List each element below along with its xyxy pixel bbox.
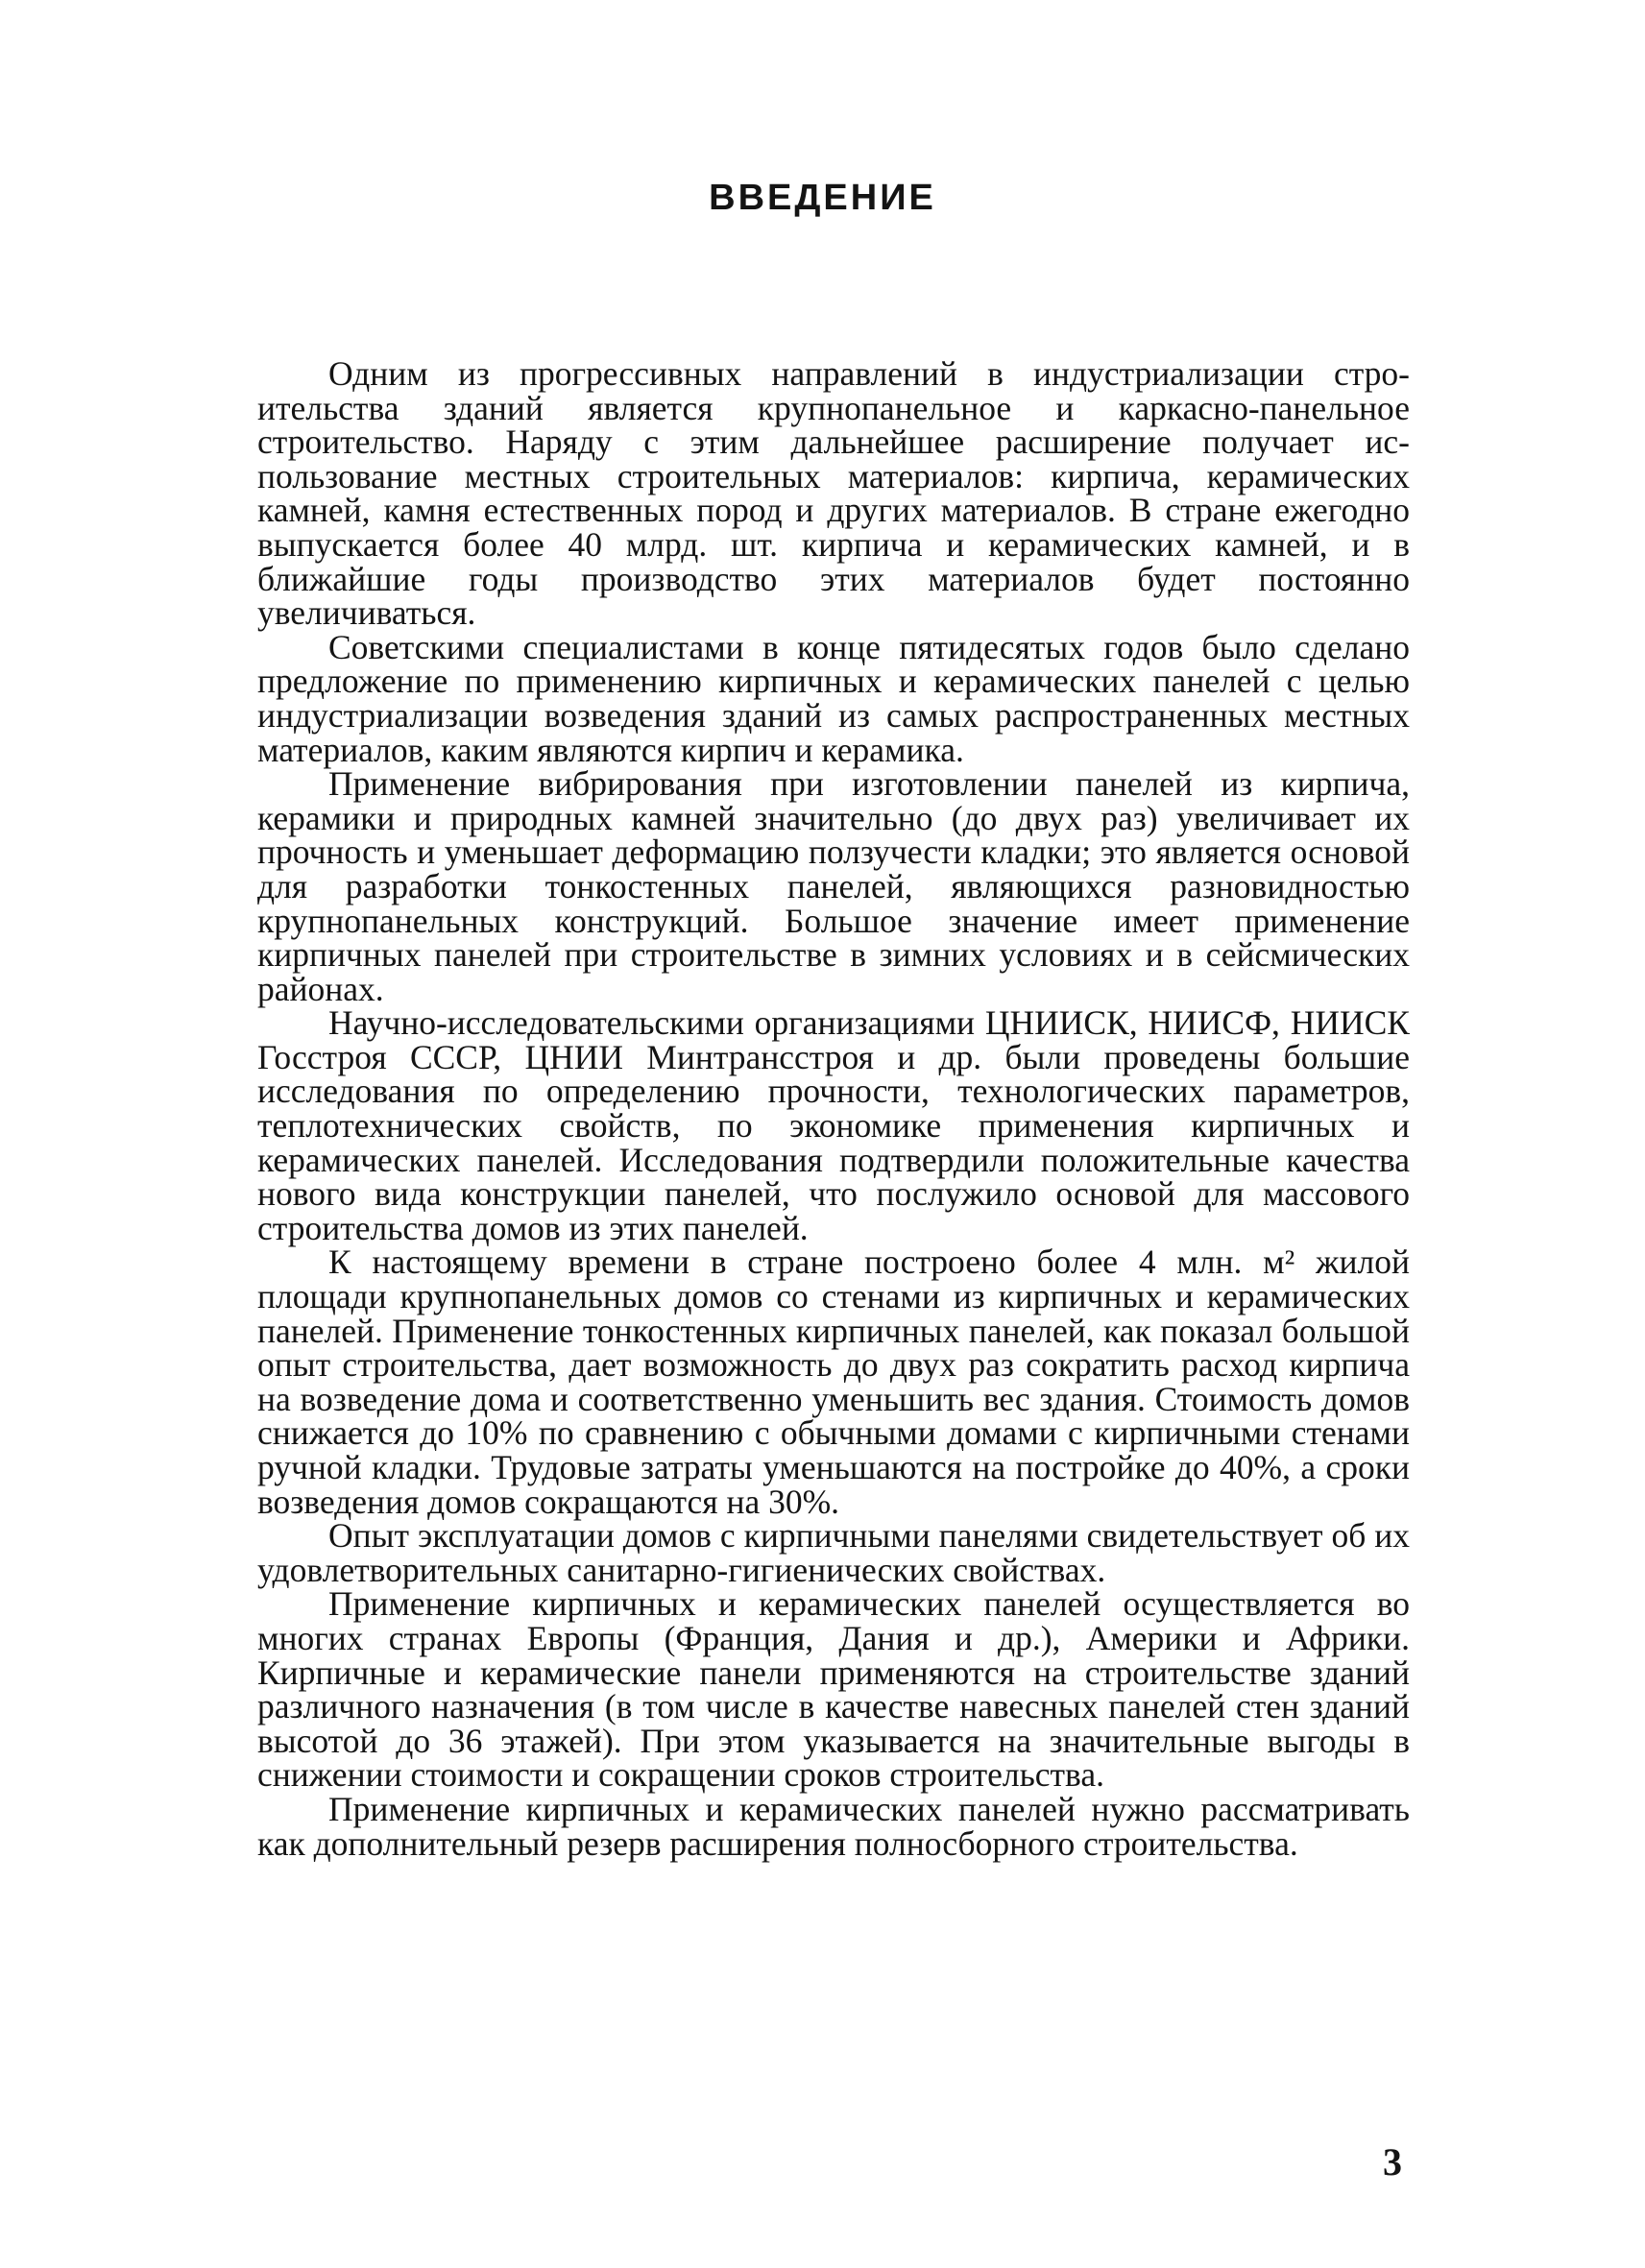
paragraph-6: Опыт эксплуатации домов с кирпичными панелями свидетельствует об их удовлетворительных санитарно-гигиенических свойствах. bbox=[257, 1516, 1410, 1589]
paragraph-4: Научно-исследовательскими организациями ЦНИИСК, НИИСФ, НИИСК Госстроя СССР, ЦНИИ Минтрансстроя и др. были проведены большие исследования по определению прочности, технологических параметров, теплотехнических свойств, по экономике применения кирпичных и керамических панелей. Исследования подтвердили положительные качества нового вида конструкции панелей, что послужило основой для массового строительства домов из этих панелей. bbox=[257, 1003, 1410, 1247]
paragraph-7: Применение кирпичных и керамических панелей осуществляется во многих странах Европы (Франция, Дания и др.), Америки и Африки. Кирпичные и керамические панели применяются на строительстве зданий различного назначения (в том числе в качестве навесных панелей стен зданий высотой до 36 этажей). При этом указывается на значительные выгоды в снижении стоимости и сокращении сроков строительства. bbox=[257, 1584, 1410, 1795]
page-title: ВВЕДЕНИЕ bbox=[709, 178, 936, 218]
body-text bbox=[257, 354, 1410, 1863]
paragraph-5: К настоящему времени в стране построено более 4 млн. м² жилой площади крупнопанельных домов со стенами из кирпичных и керамических панелей. Применение тонкостенных кирпичных панелей, как показал большой опыт строительства, дает возможность до двух раз сократить расход кирпича на возведение дома и соответственно уменьшить вес здания. Стоимость домов снижается до 10% по сравнению с обычными домами с кирпичными стенами ручной кладки. Трудовые затраты уменьшаются на постройке до 40%, а сроки возведения домов сокращаются на 30%. bbox=[257, 1243, 1410, 1521]
paragraph-2: Советскими специалистами в конце пятидесятых годов было сделано предложение по применению кирпичных и керамических панелей с целью индустриализации возведения зданий из самых распространенных местных материалов, каким являются кирпич и керамика. bbox=[257, 627, 1410, 769]
page-number: 3 bbox=[1383, 2140, 1402, 2184]
paragraph-8: Применение кирпичных и керамических панелей нужно рассматривать как дополнительный резерв расширения полносборного строительства. bbox=[257, 1789, 1410, 1863]
paragraph-1: Одним из прогрессивных направлений в индустриализации строительства зданий является крупнопанельное и каркасно-панельное строительство. Наряду с этим дальнейшее расширение получает использование местных строительных материалов: кирпича, керамических камней, камня естественных пород и других материалов. В стране ежегодно выпускается более 40 млрд. шт. кирпича и керамических камней, и в ближайшие годы производство этих материалов будет постоянно увеличиваться. bbox=[257, 354, 1410, 633]
paragraph-3: Применение вибрирования при изготовлении панелей из кирпича, керамики и природных камней значительно (до двух раз) увеличивает их прочность и уменьшает деформацию ползучести кладки; это является основой для разработки тонкостенных панелей, являющихся разновидностью крупнопанельных конструкций. Большое значение имеет применение кирпичных панелей при строительстве в зимних условиях и в сейсмических районах. bbox=[257, 764, 1410, 1008]
